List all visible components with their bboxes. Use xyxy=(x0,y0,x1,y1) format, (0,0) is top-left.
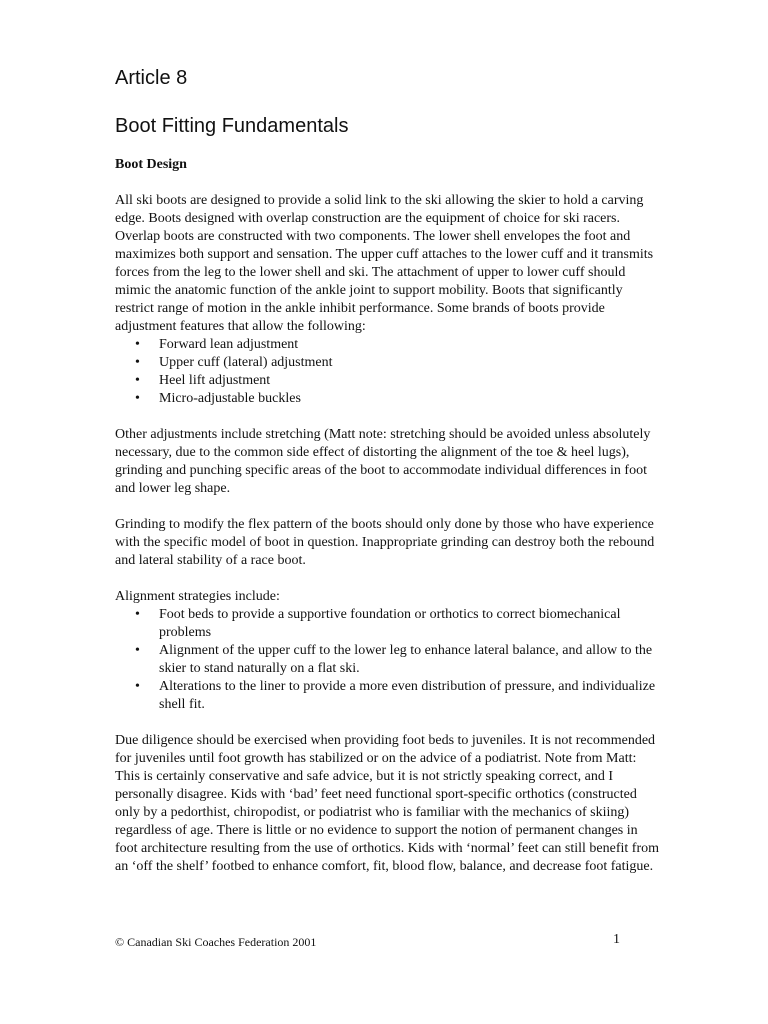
bullet-icon: • xyxy=(135,643,140,658)
list-item: • Heel lift adjustment xyxy=(135,373,271,388)
adjustment-list xyxy=(115,336,660,408)
document-page xyxy=(115,64,660,876)
paragraph-juveniles: Due diligence should be exercised when providing foot beds to juveniles. It is not recommended for juveniles until foot growth has stabilized or on the advice of a podiatrist. Note from Matt: This is certainly conservative and safe advice, but it is not strictly speaking correct, and I personally disagree. Kids with ‘bad’ feet need functional sport-specific orthotics (constructed only by a pedorthist, chiropodist, or podiatrist who is familiar with the mechanics of skiing) regardless of age. There is little or no evidence to support the notion of permanent changes in foot architecture resulting from the use of orthotics. Kids with ‘normal’ feet can still benefit from an ‘off the shelf’ footbed to enhance comfort, fit, blood flow, balance, and decrease foot fatigue. xyxy=(115,733,660,874)
list-item: • Micro-adjustable buckles xyxy=(135,391,301,406)
paragraph-boot-design: All ski boots are designed to provide a solid link to the ski allowing the skier to hold a carving edge. Boots designed with overlap construction are the equipment of choice for ski racers. Overlap boots are constructed with two components. The lower shell envelopes the foot and maximizes both support and sensation. The upper cuff attaches to the lower cuff and it transmits forces from the leg to the lower shell and ski. The attachment of upper to lower cuff should mimic the anatomic function of the ankle joint to support mobility. Boots that significantly restrict range of motion in the ankle inhibit performance. Some brands of boots provide adjustment features that allow the following: xyxy=(115,193,654,334)
bullet-icon: • xyxy=(135,607,140,622)
page-number: 1 xyxy=(613,932,620,947)
bullet-icon: • xyxy=(135,391,140,406)
alignment-intro: Alignment strategies include: xyxy=(115,589,280,604)
footer-copyright: © Canadian Ski Coaches Federation 2001 xyxy=(115,935,317,949)
list-item: • Alterations to the liner to provide a more even distribution of pressure, and individualize shell fit. xyxy=(135,679,656,712)
bullet-icon: • xyxy=(135,679,140,694)
paragraph-other-adjustments: Other adjustments include stretching (Matt note: stretching should be avoided unless absolutely necessary, due to the common side effect of distorting the alignment of the toe & heel lugs), grinding and punching specific areas of the boot to accommodate individual differences in foot and lower leg shape. xyxy=(115,427,651,496)
bullet-icon: • xyxy=(135,373,140,388)
section-heading: Boot Design xyxy=(115,157,187,172)
list-item: • Forward lean adjustment xyxy=(135,337,299,352)
bullet-icon: • xyxy=(135,355,140,370)
article-number: Article 8 xyxy=(115,67,188,89)
bullet-icon: • xyxy=(135,337,140,352)
alignment-list xyxy=(115,606,660,714)
article-title: Boot Fitting Fundamentals xyxy=(115,115,349,137)
paragraph-grinding: Grinding to modify the flex pattern of the boots should only done by those who have experience with the specific model of boot in question. Inappropriate grinding can destroy both the rebound and lateral stability of a race boot. xyxy=(115,517,655,568)
list-item: • Upper cuff (lateral) adjustment xyxy=(135,355,333,370)
list-item: • Alignment of the upper cuff to the lower leg to enhance lateral balance, and allow to the skier to stand naturally on a flat ski. xyxy=(135,643,653,676)
list-item: • Foot beds to provide a supportive foundation or orthotics to correct biomechanical problems xyxy=(135,607,621,640)
